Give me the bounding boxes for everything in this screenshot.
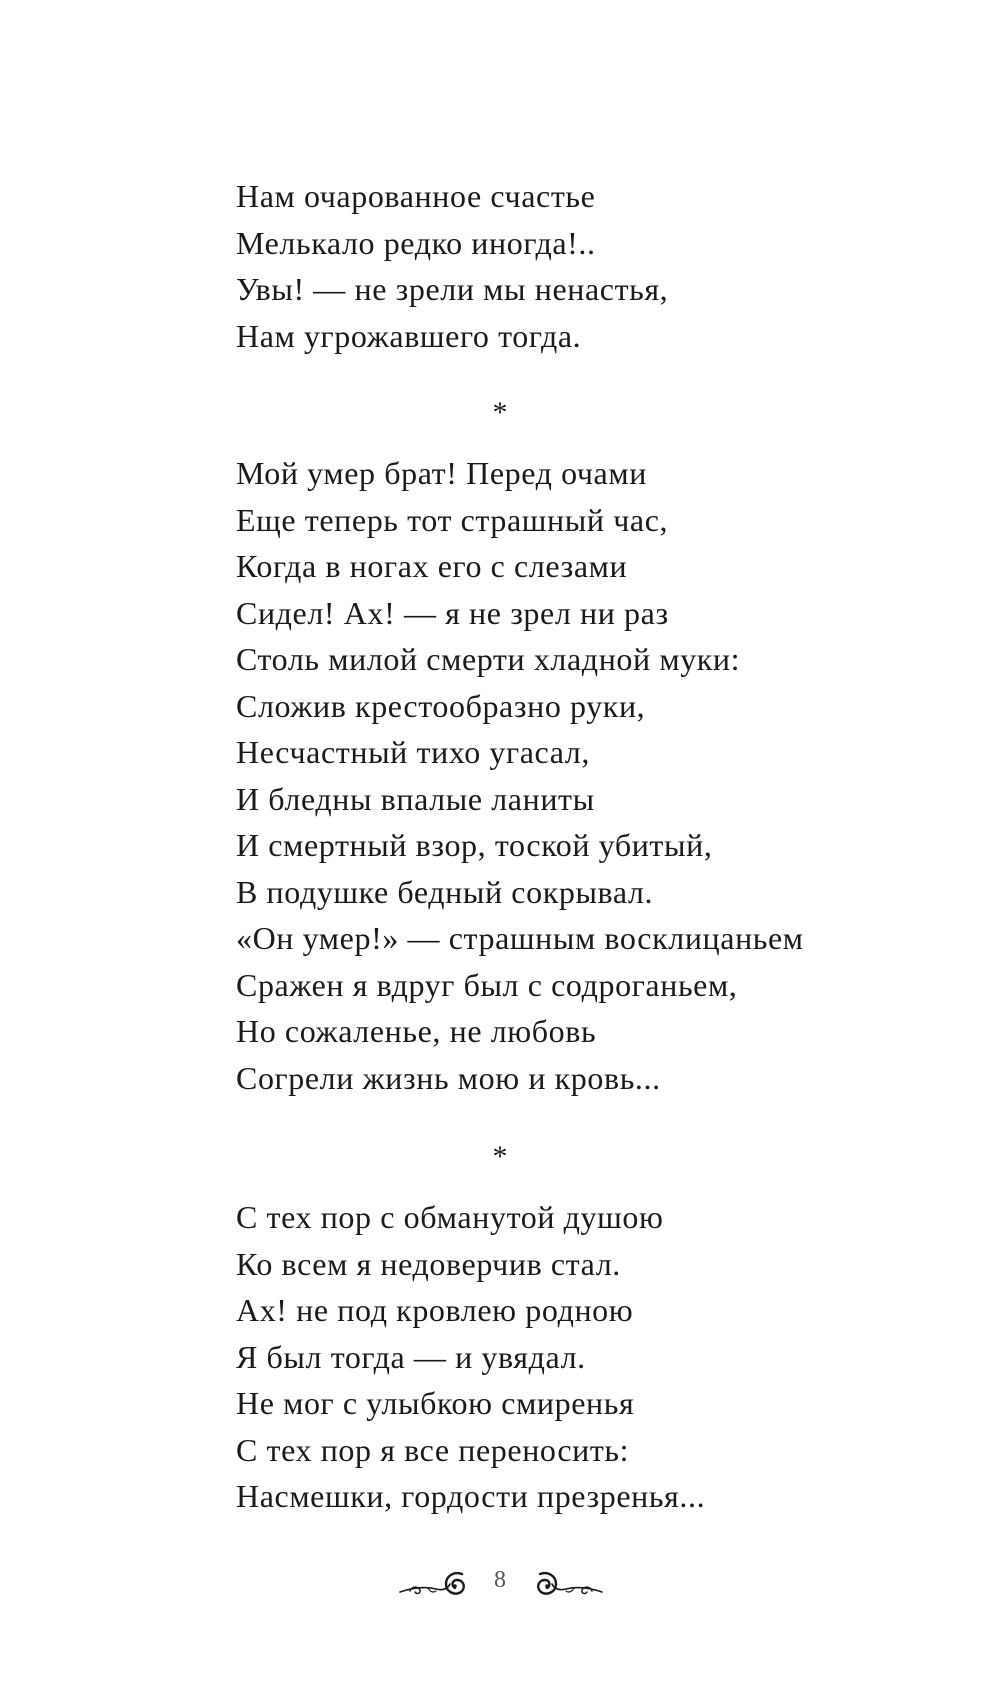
verse-line: «Он умер!» — страшным восклицаньем	[236, 920, 804, 956]
verse-line: Ах! не под кровлею родною	[236, 1292, 634, 1328]
stanza-separator: *	[492, 1140, 508, 1173]
verse-line: Столь милой смерти хладной муки:	[236, 641, 741, 677]
scroll-flourish-icon	[398, 1566, 470, 1605]
verse-line: В подушке бедный сокрывал.	[236, 873, 654, 910]
verse-line: Ко всем я недоверчив стал.	[236, 1245, 621, 1282]
scroll-flourish-icon	[532, 1566, 604, 1605]
verse-line: Мой умер брат! Перед очами	[236, 455, 647, 491]
page-footer	[0, 1560, 1000, 1610]
verse-line: Я был тогда — и увядал.	[236, 1338, 586, 1375]
verse-line: Мелькало редко иногда!..	[236, 224, 596, 261]
verse-line: Нам очарованное счастье	[236, 178, 596, 214]
verse-line: И бледны впалые ланиты	[236, 780, 595, 817]
verse-line: Насмешки, гордости презренья...	[236, 1478, 706, 1514]
verse-line: С тех пор я все переносить:	[236, 1431, 630, 1468]
verse-line: Сложив крестообразно руки,	[236, 687, 646, 724]
verse-line: Несчастный тихо угасал,	[236, 734, 590, 770]
stanza-3	[236, 1194, 936, 1520]
verse-line: Сражен я вдруг был с содроганьем,	[236, 966, 738, 1003]
verse-line: Увы! — не зрели мы ненастья,	[236, 271, 669, 307]
verse-line: Нам угрожавшего тогда.	[236, 317, 582, 354]
verse-line: С тех пор с обманутой душою	[236, 1199, 664, 1235]
verse-line: Когда в ногах его с слезами	[236, 548, 628, 584]
verse-line: Но сожаленье, не любовь	[236, 1013, 597, 1049]
page-number: 8	[494, 1567, 506, 1593]
verse-line: Согрели жизнь мою и кровь...	[236, 1059, 661, 1096]
stanza-2	[236, 450, 936, 1101]
verse-line: И смертный взор, тоской убитый,	[236, 827, 713, 863]
stanza-1	[236, 173, 936, 359]
stanza-separator: *	[492, 396, 508, 429]
verse-line: Не мог с улыбкою смиренья	[236, 1385, 635, 1421]
verse-line: Сидел! Ах! — я не зрел ни раз	[236, 594, 669, 631]
verse-line: Еще теперь тот страшный час,	[236, 501, 669, 538]
